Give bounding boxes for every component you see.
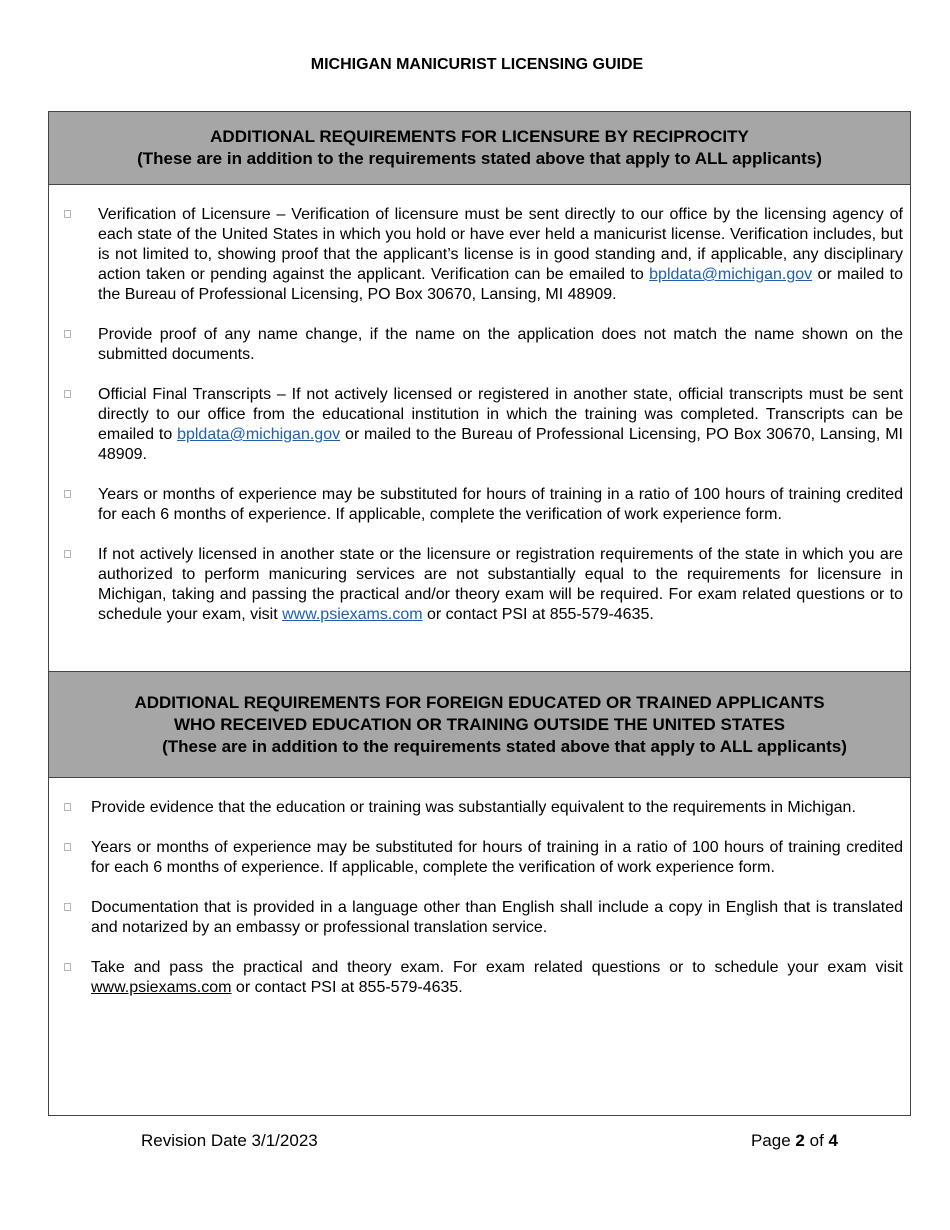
psi-website-link[interactable]: www.psiexams.com: [282, 606, 423, 623]
list-item: [49, 838, 910, 878]
list-item: [49, 798, 910, 818]
foreign-subheading: (These are in addition to the requirements stated above that apply to ALL applicants): [162, 737, 847, 756]
item-text: Verification of Licensure – Verification of licensure must be sent directly to our office by the licensing agency of each state of the United States in which you hold or have ever held a manicurist license. Verification includes, but is not limited to, showing proof that the applicant’s license is in good standing and, if applicable, any disciplinary action taken or pending against the applicant. Verification can be emailed to bpldata@michigan.gov or mailed to the Bureau of Professional Licensing, PO Box 30670, Lansing, MI 48909.: [98, 206, 903, 303]
list-item: [49, 205, 910, 305]
psi-website-link[interactable]: www.psiexams.com: [91, 979, 232, 996]
list-item: [49, 545, 910, 625]
list-item: [49, 898, 910, 938]
foreign-list: [49, 798, 910, 1018]
item-text: Take and pass the practical and theory exam. For exam related questions or to schedule your exam visit www.psiexams.com or contact PSI at 855-579-4635.: [91, 959, 903, 996]
item-text: Years or months of experience may be substituted for hours of training in a ratio of 100 hours of training credited for each 6 months of experience. If applicable, complete the verification of work experience form.: [98, 486, 903, 523]
checkbox-icon[interactable]: [64, 903, 71, 911]
foreign-heading-line2: WHO RECEIVED EDUCATION OR TRAINING OUTSIDE THE UNITED STATES: [173, 715, 786, 734]
requirements-frame: [48, 111, 911, 1116]
reciprocity-list: [49, 205, 910, 645]
checkbox-icon[interactable]: [64, 803, 71, 811]
checkbox-icon[interactable]: [64, 843, 71, 851]
foreign-section-header: [49, 671, 910, 778]
page-number: Page 2 of 4: [750, 1131, 838, 1150]
list-item: [49, 958, 910, 998]
email-link[interactable]: bpldata@michigan.gov: [649, 266, 813, 283]
checkbox-icon[interactable]: [64, 210, 71, 218]
reciprocity-subheading: (These are in addition to the requirements stated above that apply to ALL applicants): [137, 149, 822, 168]
revision-date: Revision Date 3/1/2023: [141, 1131, 318, 1150]
list-item: [49, 325, 910, 365]
checkbox-icon[interactable]: [64, 390, 71, 398]
item-text: If not actively licensed in another state or the licensure or registration requirements of the state in which you are authorized to perform manicuring services are not substantially equal to the requirements for licensure in Michigan, taking and passing the practical and/or theory exam will be required. For exam related questions or to schedule your exam, visit www.psiexams.com or contact PSI at 855-579-4635.: [98, 546, 903, 623]
document-title: MICHIGAN MANICURIST LICENSING GUIDE: [310, 56, 644, 73]
item-text: Years or months of experience may be substituted for hours of training in a ratio of 100 hours of training credited for each 6 months of experience. If applicable, complete the verification of work experience form.: [91, 839, 903, 876]
email-link[interactable]: bpldata@michigan.gov: [177, 426, 341, 443]
list-item: [49, 385, 910, 465]
list-item: [49, 485, 910, 525]
item-text: Provide proof of any name change, if the name on the application does not match the name shown on the submitted documents.: [98, 326, 903, 363]
foreign-heading-line1: ADDITIONAL REQUIREMENTS FOR FOREIGN EDUCATED OR TRAINED APPLICANTS: [134, 693, 825, 712]
item-text: Provide evidence that the education or training was substantially equivalent to the requirements in Michigan.: [91, 799, 856, 816]
reciprocity-section-header: [49, 111, 910, 185]
checkbox-icon[interactable]: [64, 330, 71, 338]
checkbox-icon[interactable]: [64, 490, 71, 498]
checkbox-icon[interactable]: [64, 550, 71, 558]
item-text: Documentation that is provided in a language other than English shall include a copy in English that is translated and notarized by an embassy or professional translation service.: [91, 899, 903, 936]
item-text: Official Final Transcripts – If not actively licensed or registered in another state, official transcripts must be sent directly to our office from the educational institution in which the training was completed. Transcripts can be emailed to bpldata@michigan.gov or mailed to the Bureau of Professional Licensing, PO Box 30670, Lansing, MI 48909.: [98, 386, 904, 463]
reciprocity-heading: ADDITIONAL REQUIREMENTS FOR LICENSURE BY RECIPROCITY: [210, 127, 749, 146]
checkbox-icon[interactable]: [64, 963, 71, 971]
